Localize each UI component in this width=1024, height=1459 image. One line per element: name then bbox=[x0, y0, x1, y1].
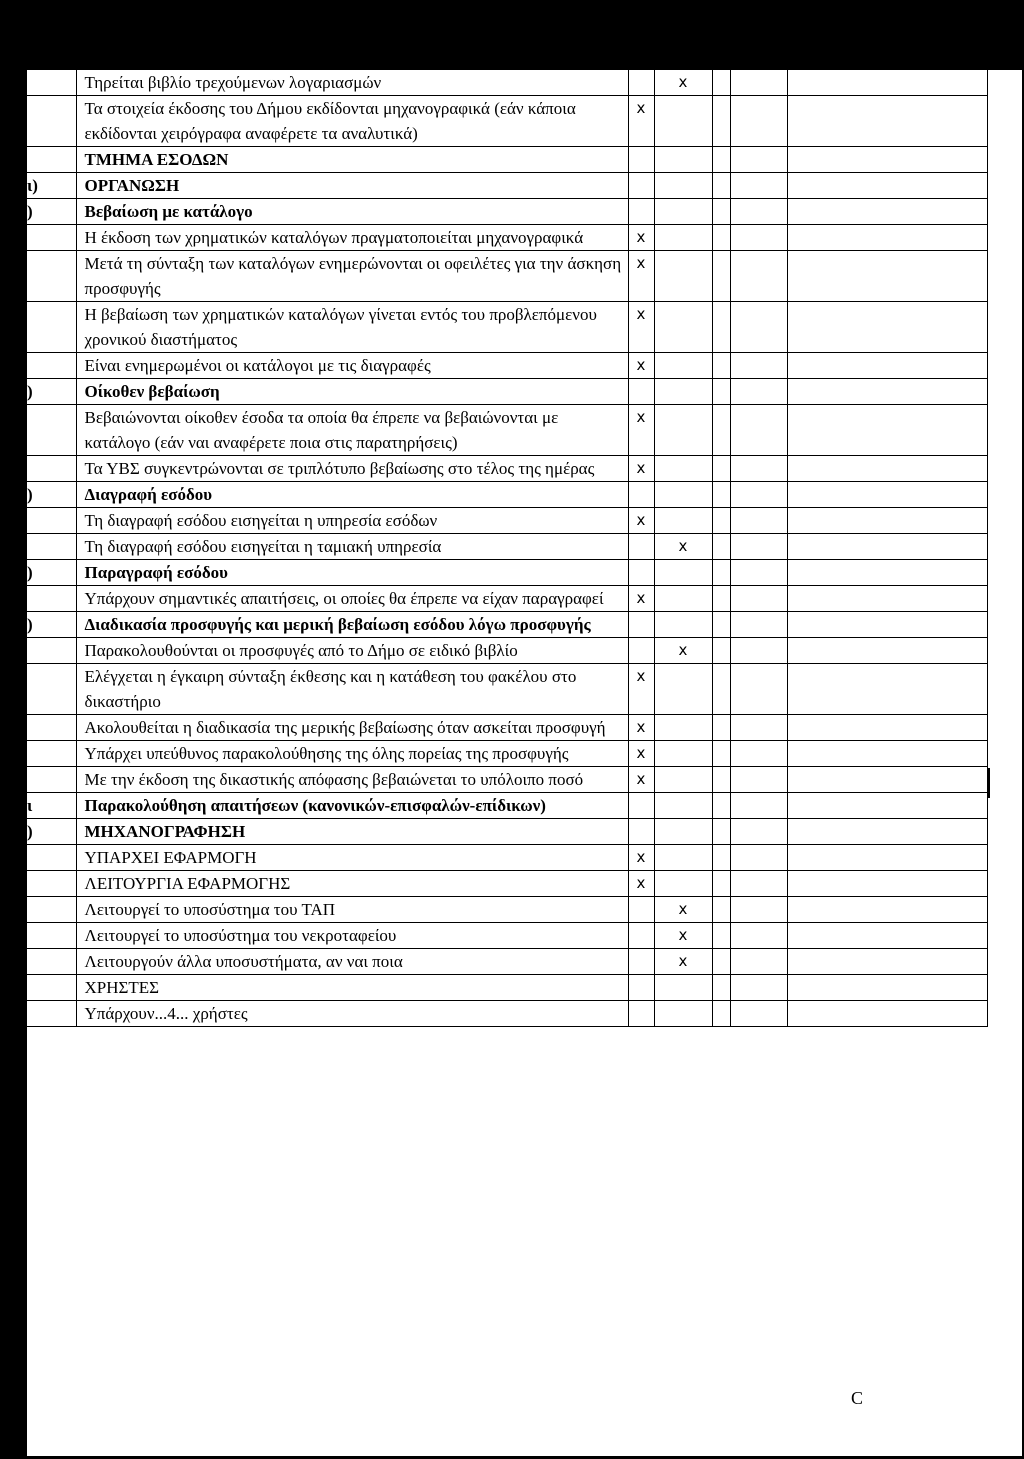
mark-cell-4 bbox=[730, 456, 787, 482]
row-number bbox=[27, 225, 76, 251]
mark-cell-5 bbox=[787, 456, 987, 482]
mark-cell-5 bbox=[787, 70, 987, 96]
mark-cell-4 bbox=[730, 741, 787, 767]
mark-cell-3 bbox=[712, 379, 730, 405]
row-number bbox=[27, 302, 76, 353]
row-number bbox=[27, 767, 76, 793]
table-row bbox=[27, 302, 987, 353]
mark-cell-2: x bbox=[654, 534, 712, 560]
mark-cell-2 bbox=[654, 173, 712, 199]
row-text: Η έκδοση των χρηματικών καταλόγων πραγματοποιείται μηχανογραφικά bbox=[76, 225, 628, 251]
mark-cell-5 bbox=[787, 975, 987, 1001]
mark-cell-3 bbox=[712, 199, 730, 225]
mark-cell-2 bbox=[654, 715, 712, 741]
mark-cell-5 bbox=[787, 353, 987, 379]
row-number bbox=[27, 534, 76, 560]
row-text: ΛΕΙΤΟΥΡΓΙΑ ΕΦΑΡΜΟΓΗΣ bbox=[76, 871, 628, 897]
mark-cell-5 bbox=[787, 923, 987, 949]
mark-cell-4 bbox=[730, 534, 787, 560]
mark-cell-3 bbox=[712, 251, 730, 302]
mark-cell-4 bbox=[730, 225, 787, 251]
row-number bbox=[27, 949, 76, 975]
row-number bbox=[27, 405, 76, 456]
mark-cell-3 bbox=[712, 586, 730, 612]
mark-cell-5 bbox=[787, 612, 987, 638]
mark-cell-4 bbox=[730, 1001, 787, 1027]
mark-cell-3 bbox=[712, 612, 730, 638]
mark-cell-2 bbox=[654, 147, 712, 173]
mark-cell-3 bbox=[712, 975, 730, 1001]
mark-cell-2 bbox=[654, 405, 712, 456]
table-row bbox=[27, 173, 987, 199]
mark-cell-3 bbox=[712, 638, 730, 664]
table-row bbox=[27, 612, 987, 638]
mark-cell-3 bbox=[712, 225, 730, 251]
table-row bbox=[27, 715, 987, 741]
mark-cell-5 bbox=[787, 534, 987, 560]
mark-cell-2 bbox=[654, 586, 712, 612]
row-text: Λειτουργούν άλλα υποσυστήματα, αν ναι ποια bbox=[76, 949, 628, 975]
mark-cell-1 bbox=[628, 949, 654, 975]
mark-cell-4 bbox=[730, 508, 787, 534]
table-row bbox=[27, 1001, 987, 1027]
mark-cell-3 bbox=[712, 173, 730, 199]
mark-cell-1: x bbox=[628, 353, 654, 379]
mark-cell-5 bbox=[787, 251, 987, 302]
mark-cell-4 bbox=[730, 586, 787, 612]
mark-cell-4 bbox=[730, 819, 787, 845]
mark-cell-2 bbox=[654, 767, 712, 793]
row-text: Παρακολουθούνται οι προσφυγές από το Δήμο σε ειδικό βιβλίο bbox=[76, 638, 628, 664]
row-text: Παρακολούθηση απαιτήσεων (κανονικών-επισφαλών-επίδικων) bbox=[76, 793, 628, 819]
mark-cell-1: x bbox=[628, 251, 654, 302]
mark-cell-3 bbox=[712, 949, 730, 975]
row-number: ) bbox=[27, 199, 76, 225]
mark-cell-2 bbox=[654, 871, 712, 897]
table-row bbox=[27, 638, 987, 664]
mark-cell-3 bbox=[712, 482, 730, 508]
table-row bbox=[27, 96, 987, 147]
row-number bbox=[27, 353, 76, 379]
mark-cell-4 bbox=[730, 612, 787, 638]
mark-cell-1: x bbox=[628, 96, 654, 147]
row-text: Η βεβαίωση των χρηματικών καταλόγων γίνεται εντός του προβλεπόμενου χρονικού διαστήματος bbox=[76, 302, 628, 353]
margin-tick bbox=[988, 768, 990, 798]
mark-cell-2 bbox=[654, 353, 712, 379]
mark-cell-5 bbox=[787, 147, 987, 173]
mark-cell-5 bbox=[787, 845, 987, 871]
row-number bbox=[27, 975, 76, 1001]
mark-cell-5 bbox=[787, 199, 987, 225]
mark-cell-1: x bbox=[628, 741, 654, 767]
mark-cell-1: x bbox=[628, 456, 654, 482]
table-row bbox=[27, 949, 987, 975]
mark-cell-1: x bbox=[628, 586, 654, 612]
row-text: Υπάρχουν σημαντικές απαιτήσεις, οι οποίες θα έπρεπε να είχαν παραγραφεί bbox=[76, 586, 628, 612]
mark-cell-4 bbox=[730, 923, 787, 949]
mark-cell-2: x bbox=[654, 638, 712, 664]
mark-cell-4 bbox=[730, 767, 787, 793]
mark-cell-5 bbox=[787, 173, 987, 199]
table-row bbox=[27, 741, 987, 767]
row-text: Τηρείται βιβλίο τρεχούμενων λογαριασμών bbox=[76, 70, 628, 96]
row-number bbox=[27, 508, 76, 534]
table-row bbox=[27, 251, 987, 302]
mark-cell-3 bbox=[712, 1001, 730, 1027]
mark-cell-1: x bbox=[628, 871, 654, 897]
mark-cell-1 bbox=[628, 560, 654, 586]
table-row bbox=[27, 225, 987, 251]
row-text: Βεβαιώνονται οίκοθεν έσοδα τα οποία θα έπρεπε να βεβαιώνονται με κατάλογο (εάν ναι αναφέρετε ποια στις παρατηρήσεις) bbox=[76, 405, 628, 456]
table-row bbox=[27, 482, 987, 508]
mark-cell-2 bbox=[654, 251, 712, 302]
row-text: Διαγραφή εσόδου bbox=[76, 482, 628, 508]
mark-cell-1: x bbox=[628, 405, 654, 456]
mark-cell-5 bbox=[787, 949, 987, 975]
mark-cell-5 bbox=[787, 897, 987, 923]
row-number bbox=[27, 456, 76, 482]
row-text: Τα ΥΒΣ συγκεντρώνονται σε τριπλότυπο βεβαίωσης στο τέλος της ημέρας bbox=[76, 456, 628, 482]
row-number bbox=[27, 715, 76, 741]
mark-cell-3 bbox=[712, 871, 730, 897]
table-row bbox=[27, 767, 987, 793]
row-text: Υπάρχουν...4... χρήστες bbox=[76, 1001, 628, 1027]
mark-cell-1: x bbox=[628, 845, 654, 871]
mark-cell-5 bbox=[787, 871, 987, 897]
mark-cell-2: x bbox=[654, 70, 712, 96]
mark-cell-4 bbox=[730, 975, 787, 1001]
table-row bbox=[27, 379, 987, 405]
mark-cell-2 bbox=[654, 741, 712, 767]
mark-cell-2 bbox=[654, 975, 712, 1001]
mark-cell-3 bbox=[712, 793, 730, 819]
row-number bbox=[27, 1001, 76, 1027]
table-row bbox=[27, 871, 987, 897]
row-text: ΜΗΧΑΝΟΓΡΑΦΗΣΗ bbox=[76, 819, 628, 845]
mark-cell-1 bbox=[628, 482, 654, 508]
mark-cell-2 bbox=[654, 199, 712, 225]
mark-cell-3 bbox=[712, 302, 730, 353]
mark-cell-3 bbox=[712, 96, 730, 147]
row-text: Βεβαίωση με κατάλογο bbox=[76, 199, 628, 225]
row-text: Παραγραφή εσόδου bbox=[76, 560, 628, 586]
mark-cell-4 bbox=[730, 871, 787, 897]
mark-cell-2 bbox=[654, 560, 712, 586]
row-number: ) bbox=[27, 819, 76, 845]
mark-cell-1 bbox=[628, 819, 654, 845]
mark-cell-2 bbox=[654, 819, 712, 845]
table-row bbox=[27, 353, 987, 379]
row-number: ι bbox=[27, 793, 76, 819]
mark-cell-5 bbox=[787, 586, 987, 612]
mark-cell-1 bbox=[628, 1001, 654, 1027]
row-number: ) bbox=[27, 379, 76, 405]
row-number bbox=[27, 871, 76, 897]
row-text: Λειτουργεί το υποσύστημα του ΤΑΠ bbox=[76, 897, 628, 923]
row-number bbox=[27, 741, 76, 767]
mark-cell-4 bbox=[730, 353, 787, 379]
mark-cell-5 bbox=[787, 560, 987, 586]
mark-cell-1 bbox=[628, 638, 654, 664]
mark-cell-4 bbox=[730, 715, 787, 741]
mark-cell-2 bbox=[654, 1001, 712, 1027]
mark-cell-4 bbox=[730, 664, 787, 715]
table-row bbox=[27, 793, 987, 819]
checklist-table bbox=[27, 70, 987, 1027]
mark-cell-2 bbox=[654, 482, 712, 508]
mark-cell-1: x bbox=[628, 664, 654, 715]
mark-cell-5 bbox=[787, 482, 987, 508]
row-number bbox=[27, 897, 76, 923]
mark-cell-5 bbox=[787, 715, 987, 741]
mark-cell-1 bbox=[628, 147, 654, 173]
mark-cell-1: x bbox=[628, 508, 654, 534]
row-text: Ελέγχεται η έγκαιρη σύνταξη έκθεσης και η κατάθεση του φακέλου στο δικαστήριο bbox=[76, 664, 628, 715]
table-row bbox=[27, 405, 987, 456]
table-row bbox=[27, 923, 987, 949]
mark-cell-1 bbox=[628, 975, 654, 1001]
mark-cell-5 bbox=[787, 767, 987, 793]
row-number bbox=[27, 638, 76, 664]
mark-cell-4 bbox=[730, 147, 787, 173]
table-row bbox=[27, 975, 987, 1001]
mark-cell-2 bbox=[654, 225, 712, 251]
mark-cell-4 bbox=[730, 173, 787, 199]
mark-cell-1: x bbox=[628, 225, 654, 251]
row-text: Υπάρχει υπεύθυνος παρακολούθησης της όλης πορείας της προσφυγής bbox=[76, 741, 628, 767]
mark-cell-2 bbox=[654, 664, 712, 715]
mark-cell-4 bbox=[730, 949, 787, 975]
mark-cell-3 bbox=[712, 353, 730, 379]
row-text: ΥΠΑΡΧΕΙ ΕΦΑΡΜΟΓΗ bbox=[76, 845, 628, 871]
row-number bbox=[27, 70, 76, 96]
mark-cell-4 bbox=[730, 70, 787, 96]
mark-cell-1 bbox=[628, 173, 654, 199]
row-text: Λειτουργεί το υποσύστημα του νεκροταφείου bbox=[76, 923, 628, 949]
mark-cell-4 bbox=[730, 638, 787, 664]
row-number: ι) bbox=[27, 173, 76, 199]
row-text: ΤΜΗΜΑ ΕΣΟΔΩΝ bbox=[76, 147, 628, 173]
row-text: ΟΡΓΑΝΩΣΗ bbox=[76, 173, 628, 199]
table-row bbox=[27, 534, 987, 560]
mark-cell-1: x bbox=[628, 767, 654, 793]
mark-cell-5 bbox=[787, 302, 987, 353]
mark-cell-1 bbox=[628, 897, 654, 923]
mark-cell-3 bbox=[712, 456, 730, 482]
mark-cell-4 bbox=[730, 379, 787, 405]
mark-cell-5 bbox=[787, 793, 987, 819]
table-row bbox=[27, 586, 987, 612]
mark-cell-1 bbox=[628, 379, 654, 405]
mark-cell-3 bbox=[712, 767, 730, 793]
mark-cell-5 bbox=[787, 405, 987, 456]
mark-cell-3 bbox=[712, 405, 730, 456]
mark-cell-2 bbox=[654, 379, 712, 405]
mark-cell-5 bbox=[787, 225, 987, 251]
mark-cell-3 bbox=[712, 819, 730, 845]
mark-cell-4 bbox=[730, 482, 787, 508]
mark-cell-3 bbox=[712, 664, 730, 715]
row-number bbox=[27, 147, 76, 173]
mark-cell-5 bbox=[787, 96, 987, 147]
row-text: Τη διαγραφή εσόδου εισηγείται η υπηρεσία εσόδων bbox=[76, 508, 628, 534]
table-row bbox=[27, 897, 987, 923]
row-number bbox=[27, 845, 76, 871]
mark-cell-4 bbox=[730, 793, 787, 819]
table-row bbox=[27, 560, 987, 586]
mark-cell-3 bbox=[712, 897, 730, 923]
mark-cell-5 bbox=[787, 638, 987, 664]
row-text: Τα στοιχεία έκδοσης του Δήμου εκδίδονται μηχανογραφικά (εάν κάποια εκδίδονται χειρόγραφα αναφέρετε τα αναλυτικά) bbox=[76, 96, 628, 147]
row-text: Ακολουθείται η διαδικασία της μερικής βεβαίωσης όταν ασκείται προσφυγή bbox=[76, 715, 628, 741]
mark-cell-2 bbox=[654, 612, 712, 638]
mark-cell-4 bbox=[730, 96, 787, 147]
row-text: Διαδικασία προσφυγής και μερική βεβαίωση εσόδου λόγω προσφυγής bbox=[76, 612, 628, 638]
row-text: Με την έκδοση της δικαστικής απόφασης βεβαιώνεται το υπόλοιπο ποσό bbox=[76, 767, 628, 793]
mark-cell-5 bbox=[787, 741, 987, 767]
mark-cell-2 bbox=[654, 456, 712, 482]
mark-cell-1 bbox=[628, 923, 654, 949]
mark-cell-3 bbox=[712, 845, 730, 871]
mark-cell-5 bbox=[787, 379, 987, 405]
mark-cell-4 bbox=[730, 199, 787, 225]
mark-cell-5 bbox=[787, 664, 987, 715]
row-text: ΧΡΗΣΤΕΣ bbox=[76, 975, 628, 1001]
mark-cell-3 bbox=[712, 923, 730, 949]
mark-cell-1: x bbox=[628, 715, 654, 741]
mark-cell-2: x bbox=[654, 949, 712, 975]
mark-cell-4 bbox=[730, 845, 787, 871]
mark-cell-3 bbox=[712, 715, 730, 741]
mark-cell-4 bbox=[730, 560, 787, 586]
row-text: Μετά τη σύνταξη των καταλόγων ενημερώνονται οι οφειλέτες για την άσκηση προσφυγής bbox=[76, 251, 628, 302]
mark-cell-1 bbox=[628, 534, 654, 560]
mark-cell-2 bbox=[654, 845, 712, 871]
mark-cell-3 bbox=[712, 508, 730, 534]
row-number: ) bbox=[27, 612, 76, 638]
mark-cell-3 bbox=[712, 70, 730, 96]
mark-cell-1: x bbox=[628, 302, 654, 353]
table-row bbox=[27, 199, 987, 225]
mark-cell-2 bbox=[654, 96, 712, 147]
table-row bbox=[27, 147, 987, 173]
row-text: Οίκοθεν βεβαίωση bbox=[76, 379, 628, 405]
mark-cell-1 bbox=[628, 199, 654, 225]
mark-cell-1 bbox=[628, 612, 654, 638]
row-number bbox=[27, 96, 76, 147]
mark-cell-2 bbox=[654, 508, 712, 534]
mark-cell-5 bbox=[787, 1001, 987, 1027]
table-row bbox=[27, 664, 987, 715]
row-number bbox=[27, 923, 76, 949]
row-text: Είναι ενημερωμένοι οι κατάλογοι με τις διαγραφές bbox=[76, 353, 628, 379]
mark-cell-1 bbox=[628, 793, 654, 819]
mark-cell-3 bbox=[712, 534, 730, 560]
row-text: Τη διαγραφή εσόδου εισηγείται η ταμιακή υπηρεσία bbox=[76, 534, 628, 560]
mark-cell-4 bbox=[730, 405, 787, 456]
table-row bbox=[27, 819, 987, 845]
mark-cell-5 bbox=[787, 508, 987, 534]
row-number: ) bbox=[27, 560, 76, 586]
mark-cell-2: x bbox=[654, 897, 712, 923]
row-number bbox=[27, 586, 76, 612]
table-row bbox=[27, 508, 987, 534]
mark-cell-4 bbox=[730, 251, 787, 302]
corner-letter: C bbox=[851, 1388, 864, 1408]
checklist-body bbox=[27, 70, 987, 1027]
mark-cell-4 bbox=[730, 897, 787, 923]
mark-cell-5 bbox=[787, 819, 987, 845]
row-number bbox=[27, 664, 76, 715]
mark-cell-4 bbox=[730, 302, 787, 353]
table-row bbox=[27, 845, 987, 871]
mark-cell-2 bbox=[654, 302, 712, 353]
table-row bbox=[27, 70, 987, 96]
table-row bbox=[27, 456, 987, 482]
mark-cell-2 bbox=[654, 793, 712, 819]
mark-cell-3 bbox=[712, 560, 730, 586]
mark-cell-3 bbox=[712, 741, 730, 767]
mark-cell-3 bbox=[712, 147, 730, 173]
mark-cell-1 bbox=[628, 70, 654, 96]
row-number bbox=[27, 251, 76, 302]
row-number: ) bbox=[27, 482, 76, 508]
mark-cell-2: x bbox=[654, 923, 712, 949]
